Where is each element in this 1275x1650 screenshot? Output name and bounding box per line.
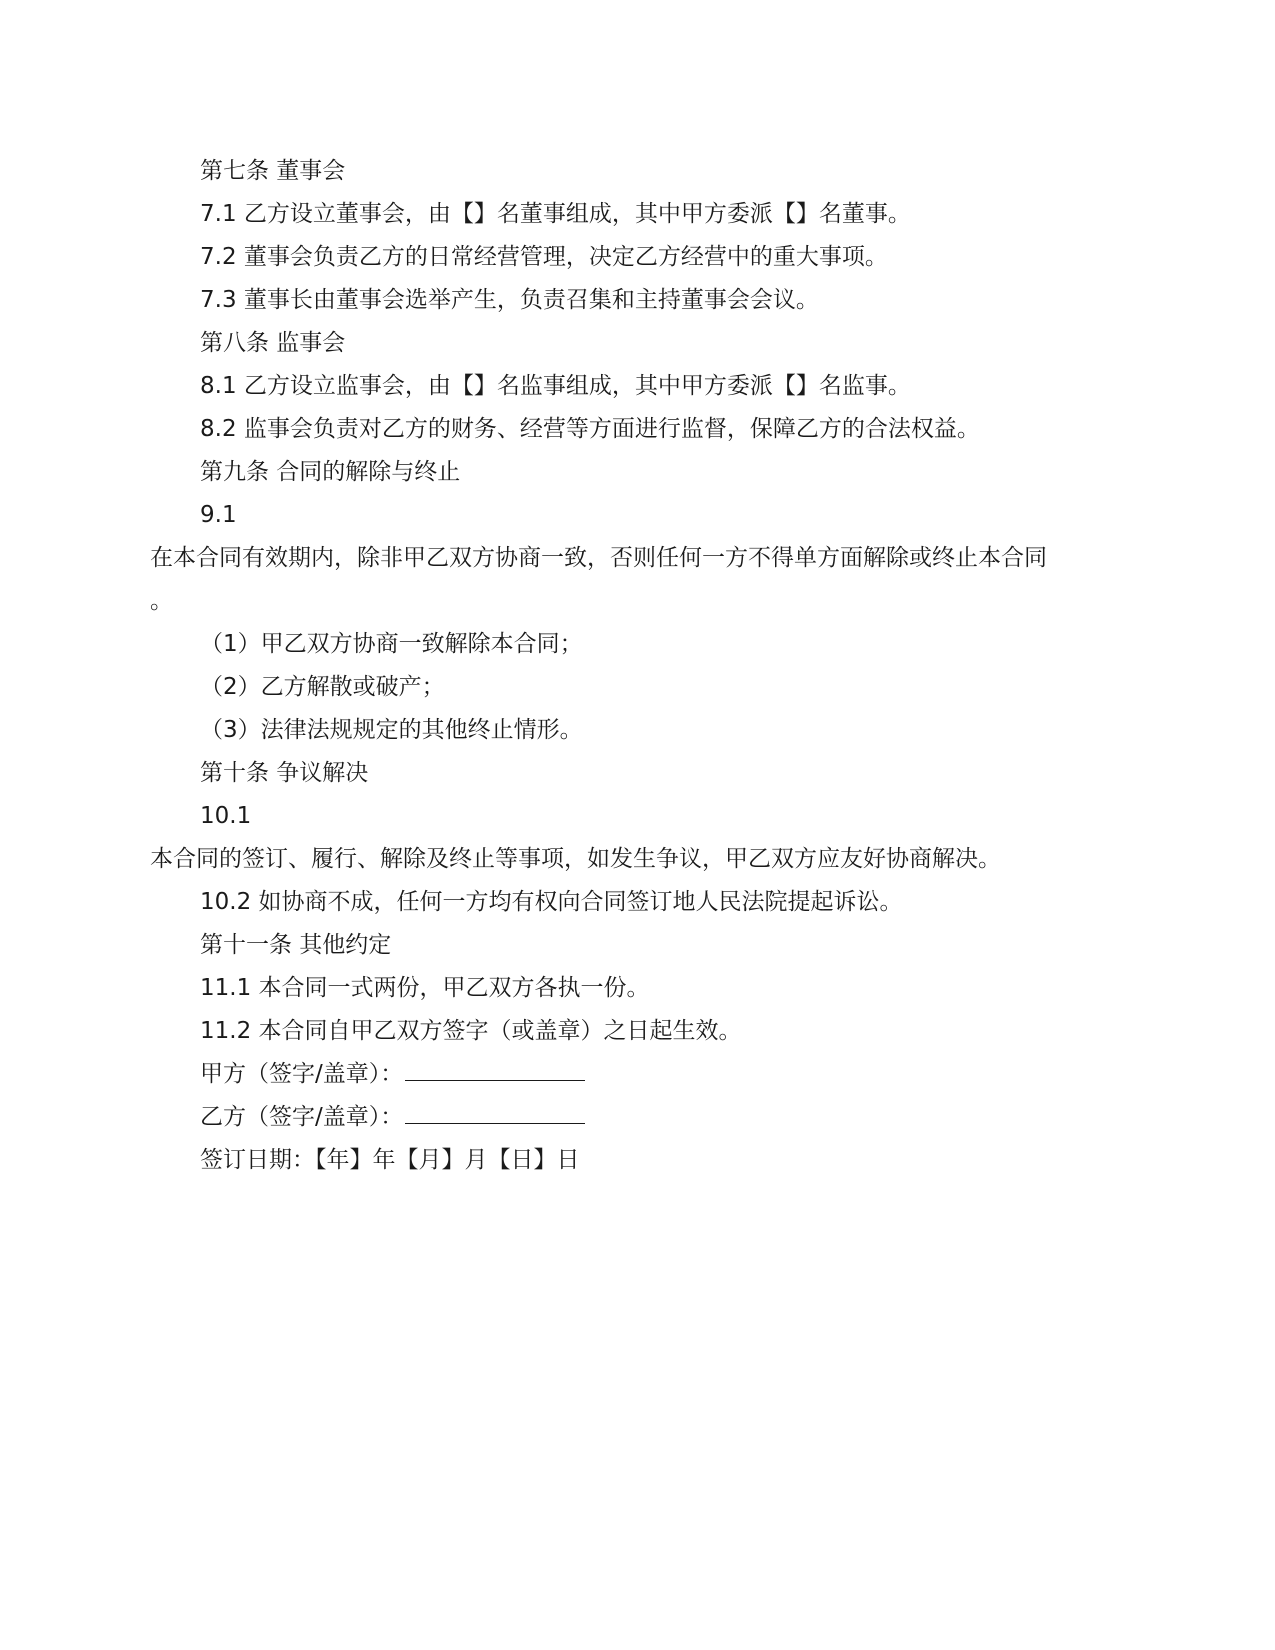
article-7-heading: 第七条 董事会 — [200, 158, 346, 184]
clause-8-1: 8.1 乙方设立监事会，由【】名监事组成，其中甲方委派【】名监事。 — [200, 373, 911, 399]
clause-11-1: 11.1 本合同一式两份，甲乙双方各执一份。 — [200, 975, 650, 1001]
document-body — [150, 150, 1130, 1182]
article-9-heading: 第九条 合同的解除与终止 — [200, 459, 461, 485]
clause-9-item-1: （1）甲乙双方协商一致解除本合同； — [200, 631, 583, 657]
clause-10-2: 10.2 如协商不成，任何一方均有权向合同签订地人民法院提起诉讼。 — [200, 889, 903, 915]
clause-7-1: 7.1 乙方设立董事会，由【】名董事组成，其中甲方委派【】名董事。 — [200, 201, 911, 227]
party-a-signature-blank — [405, 1058, 585, 1081]
party-a-signature-line — [150, 1053, 1130, 1096]
clause-8-2: 8.2 监事会负责对乙方的财务、经营等方面进行监督，保障乙方的合法权益。 — [200, 416, 980, 442]
clause-9-1-text: 在本合同有效期内，除非甲乙双方协商一致，否则任何一方不得单方面解除或终止本合同 — [150, 545, 1047, 571]
party-b-label: 乙方（签字/盖章）： — [200, 1104, 404, 1130]
clause-9-item-2: （2）乙方解散或破产； — [200, 674, 445, 700]
signing-date: 签订日期：【年】年【月】月【日】日 — [200, 1147, 580, 1173]
party-b-signature-blank — [405, 1101, 585, 1124]
clause-9-1-tail: 。 — [150, 588, 173, 614]
article-11-heading: 第十一条 其他约定 — [200, 932, 392, 958]
clause-9-1-number: 9.1 — [200, 502, 237, 528]
clause-10-1-number: 10.1 — [200, 803, 252, 829]
party-b-signature-line — [150, 1096, 1130, 1139]
clause-7-3: 7.3 董事长由董事会选举产生，负责召集和主持董事会会议。 — [200, 287, 819, 313]
article-8-heading: 第八条 监事会 — [200, 330, 346, 356]
clause-9-item-3: （3）法律法规规定的其他终止情形。 — [200, 717, 583, 743]
article-10-heading: 第十条 争议解决 — [200, 760, 369, 786]
party-a-label: 甲方（签字/盖章）： — [200, 1061, 404, 1087]
clause-10-1-text: 本合同的签订、履行、解除及终止等事项，如发生争议，甲乙双方应友好协商解决。 — [150, 846, 1001, 872]
clause-7-2: 7.2 董事会负责乙方的日常经营管理，决定乙方经营中的重大事项。 — [200, 244, 888, 270]
clause-11-2: 11.2 本合同自甲乙双方签字（或盖章）之日起生效。 — [200, 1018, 742, 1044]
